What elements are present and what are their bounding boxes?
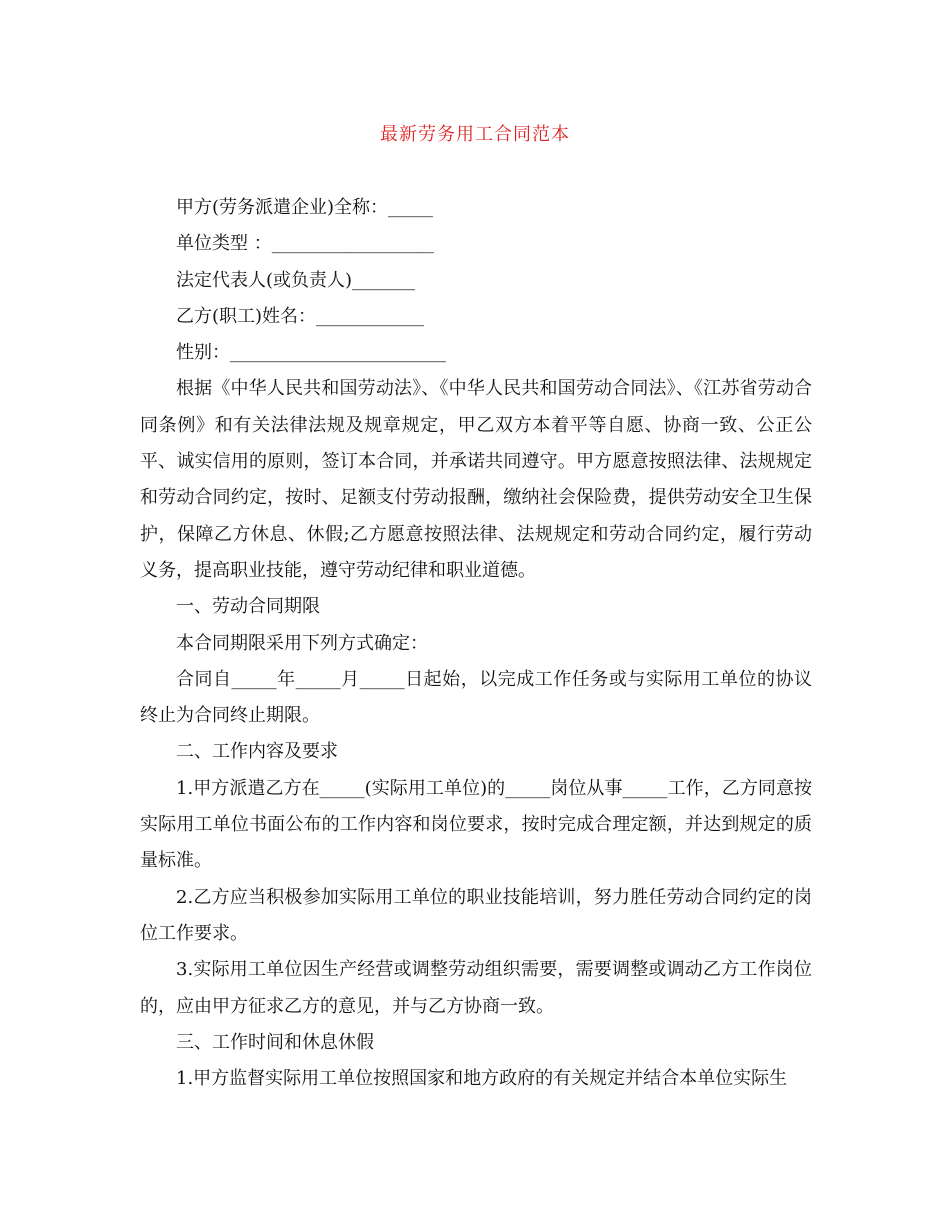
document-title: 最新劳务用工合同范本 (380, 124, 570, 145)
preamble-paragraph: 根据《中华人民共和国劳动法》、《中华人民共和国劳动合同法》、《江苏省劳动合同条例》和有关法律法规及规章规定，甲乙双方本着平等自愿、协商一致、公正公平、诚实信用的原则，签订本合同，并承诺共同遵守。甲方愿意按照法律、法规规定和劳动合同约定，按时、足额支付劳动报酬，缴纳社会保险费，提供劳动安全卫生保护，保障乙方休息、休假;乙方愿意按照法律、法规规定和劳动合同约定，履行劳动义务，提高职业技能，遵守劳动纪律和职业道德。 (140, 378, 812, 581)
section-heading-contract-term: 一、劳动合同期限 (176, 596, 320, 618)
paragraph: 合同自_____年_____月_____日起始，以完成工作任务或与实际用工单位的协议终止为合同终止期限。 (140, 668, 812, 727)
field-gender: 性别：________________________ (176, 342, 446, 364)
field-employee-name: 乙方(职工)姓名：____________ (176, 305, 425, 327)
paragraph: 本合同期限采用下列方式确定： (176, 632, 428, 654)
document-body (140, 190, 812, 1097)
section-heading-work-content: 二、工作内容及要求 (176, 741, 338, 763)
clause: 1.甲方派遣乙方在_____(实际用工单位)的_____岗位从事_____工作，乙方同意按实际用工单位书面公布的工作内容和岗位要求，按时完成合理定额，并达到规定的质量标准。 (140, 777, 812, 872)
field-unit-type: 单位类型 ：__________________ (176, 233, 434, 255)
clause: 3.实际用工单位因生产经营或调整劳动组织需要，需要调整或调动乙方工作岗位的，应由甲方征求乙方的意见，并与乙方协商一致。 (140, 959, 812, 1017)
section-heading-work-hours: 三、工作时间和休息休假 (176, 1031, 374, 1053)
field-legal-representative: 法定代表人(或负责人)_______ (176, 269, 416, 291)
clause: 1.甲方监督实际用工单位按照国家和地方政府的有关规定并结合本单位实际生 (176, 1068, 788, 1090)
field-company-name: 甲方(劳务派遣企业)全称：_____ (176, 197, 434, 218)
clause: 2.乙方应当积极参加实际用工单位的职业技能培训，努力胜任劳动合同约定的岗位工作要求。 (140, 886, 812, 944)
